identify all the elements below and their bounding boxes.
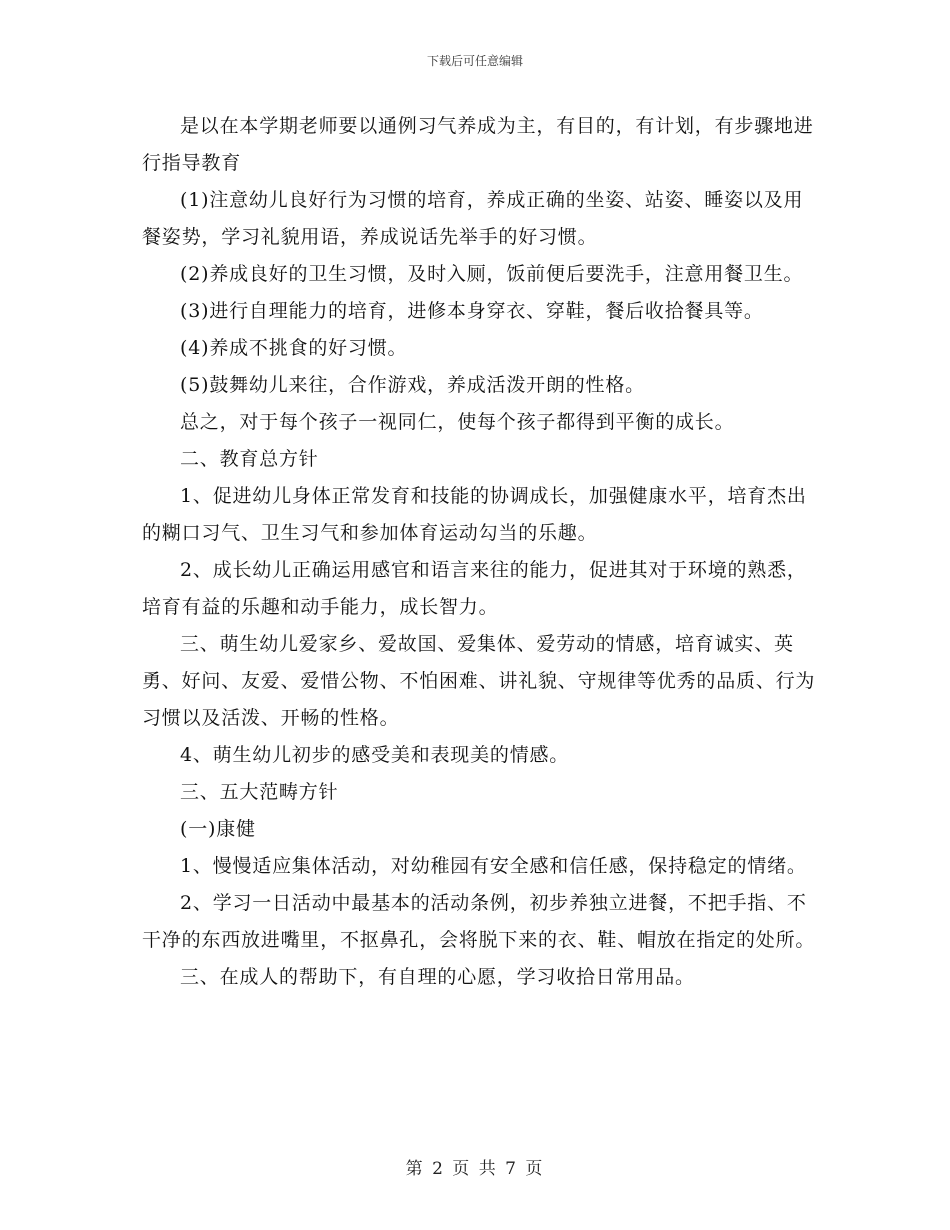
paragraph: 三、萌生幼儿爱家乡、爱故国、爱集体、爱劳动的情感，培育诚实、英勇、好问、友爱、爱惜公物、不怕困难、讲礼貌、守规律等优秀的品质、行为习惯以及活泼、开畅的性格。 [142,633,816,729]
section-heading: 二、教育总方针 [180,448,319,470]
paragraph: 1、促进幼儿身体正常发育和技能的协调成长，加强健康水平，培育杰出的糊口习气、卫生习气和参加体育运动勾当的乐趣。 [142,485,807,544]
document-body [142,108,822,996]
paragraph: 4、萌生幼儿初步的感受美和表现美的情感。 [180,744,570,766]
paragraph: (4)养成不挑食的好习惯。 [180,337,408,359]
paragraph: (3)进行自理能力的培育，进修本身穿衣、穿鞋，餐后收拾餐具等。 [180,300,764,322]
paragraph: 三、在成人的帮助下，有自理的心愿，学习收拾日常用品。 [180,966,695,988]
subsection-heading: (一)康健 [180,818,256,840]
paragraph: 1、慢慢适应集体活动，对幼稚园有安全感和信任感，保持稳定的情绪。 [180,855,807,877]
page-number: 第 2 页 共 7 页 [405,1159,545,1179]
section-heading: 三、五大范畴方针 [180,781,339,803]
paragraph: 2、学习一日活动中最基本的活动条例，初步养独立进餐，不把手指、不干净的东西放进嘴里，不抠鼻孔，会将脱下来的衣、鞋、帽放在指定的处所。 [142,892,816,951]
paragraph: 2、成长幼儿正确运用感官和语言来往的能力，促进其对于环境的熟悉，培育有益的乐趣和动手能力，成长智力。 [142,559,807,618]
page-header: 下载后可任意编辑 [426,54,523,68]
paragraph: 是以在本学期老师要以通例习气养成为主，有目的，有计划，有步骤地进行指导教育 [142,115,814,174]
paragraph: 总之，对于每个孩子一视同仁，使每个孩子都得到平衡的成长。 [180,411,735,433]
paragraph: (5)鼓舞幼儿来往，合作游戏，养成活泼开朗的性格。 [180,374,645,396]
paragraph: (1)注意幼儿良好行为习惯的培育，养成正确的坐姿、站姿、睡姿以及用餐姿势，学习礼貌用语，养成说话先举手的好习惯。 [142,189,804,248]
paragraph: (2)养成良好的卫生习惯，及时入厕，饭前便后要洗手，注意用餐卫生。 [180,263,804,285]
